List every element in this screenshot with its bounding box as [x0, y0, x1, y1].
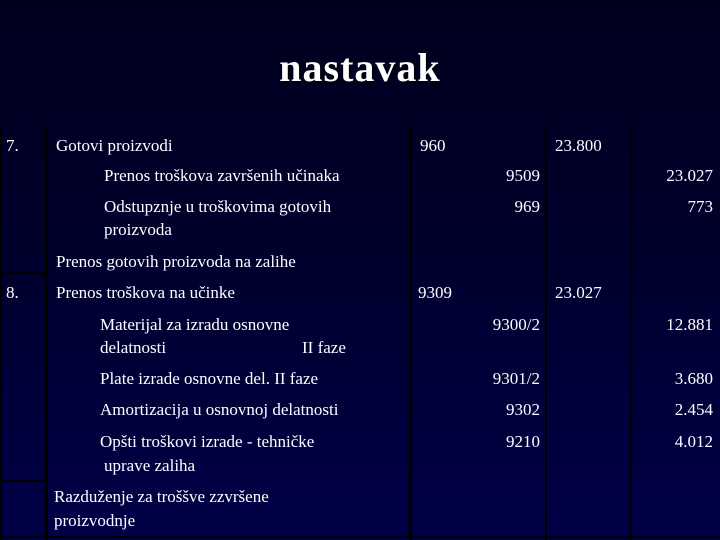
entry-description: Razduženje za troššve zzvršene: [54, 487, 269, 506]
credit-entry-text: Materijal za izradu osnovne: [100, 315, 290, 334]
slide-title: nastavak: [279, 45, 441, 90]
credit-entry-text-continued: uprave zaliha: [104, 456, 196, 475]
credit-amount: 2.454: [674, 400, 713, 419]
credit-entry-text-suffix: II faze: [302, 338, 346, 357]
credit-amount: 773: [687, 197, 713, 216]
credit-entry-text: Prenos troškova završenih učinaka: [104, 166, 340, 185]
column-divider-number: [45, 125, 48, 540]
credit-entry-text-continued: delatnosti: [100, 338, 167, 357]
debit-amount: 23.800: [555, 136, 602, 155]
row-separator-bottom: [0, 480, 48, 482]
debit-account: 9309: [418, 283, 452, 302]
credit-amount: 12.881: [666, 315, 713, 334]
entry-description: Prenos gotovih proizvoda na zalihe: [56, 252, 296, 271]
credit-entry-text: Opšti troškovi izrade - tehničke: [100, 432, 315, 451]
credit-account: 9509: [506, 166, 540, 185]
credit-amount: 3.680: [674, 369, 713, 388]
debit-account: 960: [420, 136, 446, 155]
credit-amount: 23.027: [666, 166, 713, 185]
credit-account: 9301/2: [492, 369, 540, 388]
credit-entry-text: Odstupznje u troškovima gotovih: [104, 197, 332, 216]
column-divider-text: [409, 125, 412, 540]
credit-entry-text: Amortizacija u osnovnoj delatnosti: [100, 400, 339, 419]
debit-entry-text: Prenos troškova na učinke: [56, 283, 235, 302]
table-left-border: [0, 125, 2, 540]
entry-separator: [0, 272, 48, 274]
credit-account: 969: [514, 197, 540, 216]
debit-amount: 23.027: [555, 283, 602, 302]
credit-account: 9300/2: [492, 315, 540, 334]
credit-account: 9302: [506, 400, 540, 419]
entry-number: 8.: [6, 283, 19, 302]
credit-entry-text: Plate izrade osnovne del. II faze: [100, 369, 319, 388]
credit-entry-text-continued: proizvoda: [104, 220, 172, 239]
table-bottom-border: [0, 536, 720, 538]
credit-amount: 4.012: [674, 432, 713, 451]
credit-account: 9210: [506, 432, 540, 451]
debit-entry-text: Gotovi proizvodi: [56, 136, 173, 155]
entry-number: 7.: [6, 136, 19, 155]
entry-description-continued: proizvodnje: [54, 511, 136, 530]
column-divider-account: [545, 125, 547, 540]
